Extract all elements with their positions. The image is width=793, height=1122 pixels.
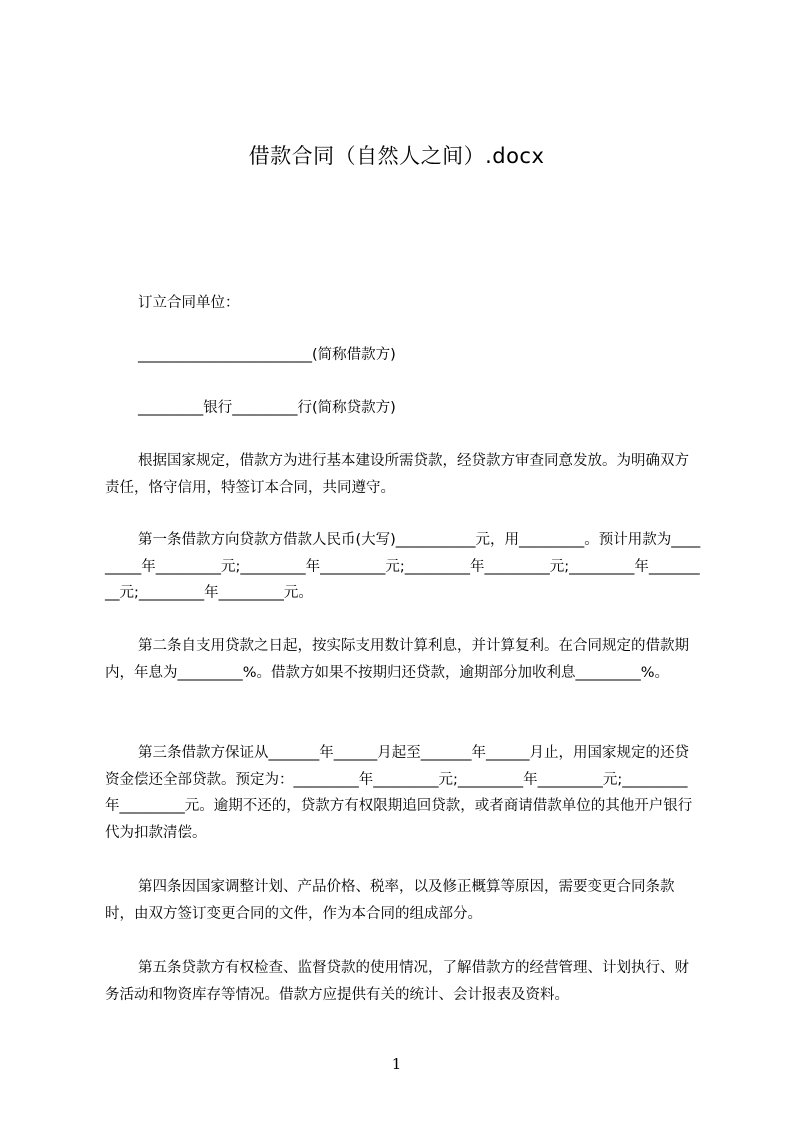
paragraph-borrower-blank: ________________________(简称借款方) [138,347,396,363]
page-number: 1 [391,1055,402,1073]
paragraph-article-3: 第三条借款方保证从_______年______月起至_______年______月止，用国家规定的还贷资金偿还全部贷款。预定为：_________年_________元;_________年_________元;_________年_________元。逾期不还的，贷款方有权限期追回贷款，或者商请借款单位的其他开户银行代为扣款清偿。 [105,745,693,841]
paragraph-article-1: 第一条借款方向贷款方借款人民币(大写)___________元，用_________。预计用款为_________年_________元;_________年_________元;_________年_________元;_________年_________元;_________年_________元。 [105,532,701,601]
paragraph-article-2: 第二条自支用贷款之日起，按实际支用数计算利息，并计算复利。在合同规定的借款期内，年息为_________%。借款方如果不按期归还贷款，逾期部分加收利息_________%。 [105,638,689,681]
paragraph-lender-blank: _________银行_________行(简称贷款方) [138,400,396,416]
paragraph-article-5: 第五条贷款方有权检查、监督贷款的使用情况，了解借款方的经营管理、计划执行、财务活动和物资库存等情况。借款方应提供有关的统计、会计报表及资料。 [105,960,689,1003]
document-title: 借款合同（自然人之间）.docx [248,144,545,168]
paragraph-contract-parties-heading: 订立合同单位： [138,295,240,311]
paragraph-article-4: 第四条因国家调整计划、产品价格、税率，以及修正概算等原因，需要变更合同条款时，由双方签订变更合同的文件，作为本合同的组成部分。 [105,879,675,922]
paragraph-preamble: 根据国家规定，借款方为进行基本建设所需贷款，经贷款方审查同意发放。为明确双方责任，恪守信用，特签订本合同，共同遵守。 [105,453,689,496]
